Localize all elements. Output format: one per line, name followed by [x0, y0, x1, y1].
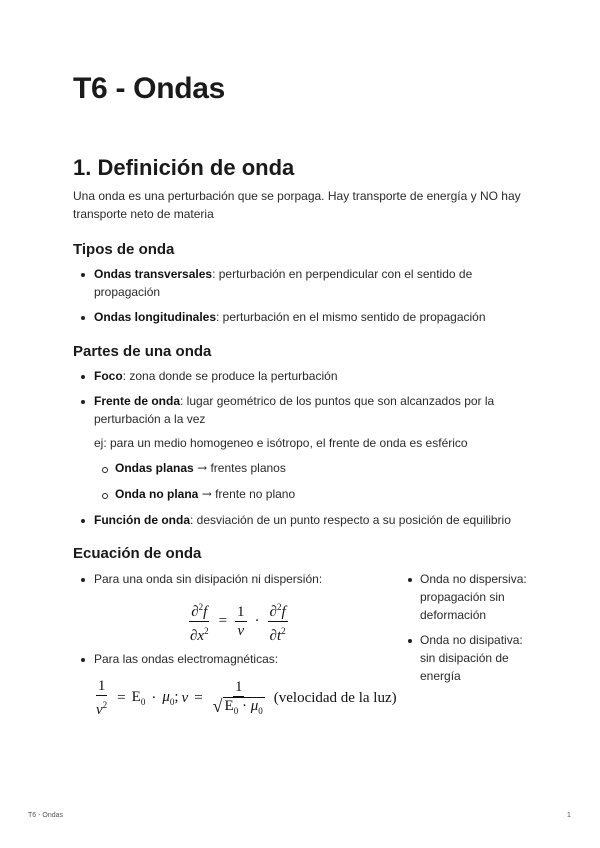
- list-item-sin-disipacion: Para una onda sin disipación ni dispersión:: [94, 572, 323, 586]
- heading-partes: Partes de una onda: [73, 343, 212, 360]
- bullet-icon: [408, 639, 412, 643]
- circle-bullet-icon: [102, 493, 108, 499]
- term: Foco: [94, 369, 123, 383]
- light-speed-equation: $\frac{1}{v^2}$ = $E_0$ · $\mu_0$; v = 1 √ $E_0 \cdot \mu_0$ (velocidad de la luz): [96, 678, 397, 718]
- wave-equation: $\frac{\partial^2f}{\partial x^2}$ = $\frac{1}{v}$ · $\frac{\partial^2f}{\partial t^2}$: [186, 598, 290, 645]
- circle-bullet-icon: [102, 467, 108, 473]
- bullet-icon: [81, 375, 85, 379]
- description: frentes planos: [210, 461, 286, 475]
- sublist-item-planas: [115, 459, 286, 477]
- term: Ondas longitudinales: [94, 310, 217, 324]
- bullet-icon: [81, 400, 85, 404]
- frente-note: ej: para un medio homogeneo e isótropo, el frente de onda es esférico: [94, 436, 468, 450]
- list-item-transversales: [94, 265, 514, 301]
- list-item-frente: [94, 392, 504, 428]
- list-item-longitudinales: [94, 308, 514, 326]
- arrow-icon: →: [201, 487, 212, 501]
- description: : perturbación en perpendicular con el sentido de propagación: [94, 267, 473, 299]
- description: : perturbación en el mismo sentido de propagación: [216, 310, 486, 324]
- description: : desviación de un punto respecto a su posición de equilibrio: [190, 513, 511, 527]
- intro-paragraph: Una onda es una perturbación que se porpaga. Hay transporte de energía y NO hay transporte neto de materia: [73, 189, 521, 221]
- arrow-icon: →: [197, 461, 208, 475]
- page-number: 1: [567, 812, 571, 819]
- list-item-no-dispersiva: Onda no dispersiva: propagación sin deformación: [420, 572, 527, 622]
- description: : zona donde se produce la perturbación: [122, 369, 338, 383]
- term: Función de onda: [94, 513, 190, 527]
- heading-ecuacion: Ecuación de onda: [73, 545, 202, 562]
- term: Ondas planas: [115, 461, 194, 475]
- bullet-icon: [81, 316, 85, 320]
- list-item-foco: [94, 367, 514, 385]
- term: Onda no plana: [115, 487, 199, 501]
- description: : lugar geométrico de los puntos que son alcanzados por la perturbación a la vez: [94, 394, 495, 426]
- term: Frente de onda: [94, 394, 181, 408]
- footer-title: T6 - Ondas: [28, 812, 64, 819]
- description: frente no plano: [215, 487, 296, 501]
- light-speed-label: (velocidad de la luz): [273, 689, 397, 706]
- bullet-icon: [81, 273, 85, 277]
- list-item-funcion: [94, 511, 534, 529]
- bullet-icon: [81, 658, 85, 662]
- list-item-electromagneticas: Para las ondas electromagnéticas:: [94, 652, 279, 666]
- section-heading-definicion: 1. Definición de onda: [73, 155, 295, 180]
- heading-tipos: Tipos de onda: [73, 241, 175, 258]
- bullet-icon: [81, 519, 85, 523]
- page-title: T6 - Ondas: [73, 72, 226, 105]
- list-item-no-disipativa: Onda no disipativa: sin disipación de energía: [420, 633, 523, 683]
- term: Ondas transversales: [94, 267, 213, 281]
- bullet-icon: [81, 578, 85, 582]
- sublist-item-no-plana: [115, 485, 295, 503]
- bullet-icon: [408, 578, 412, 582]
